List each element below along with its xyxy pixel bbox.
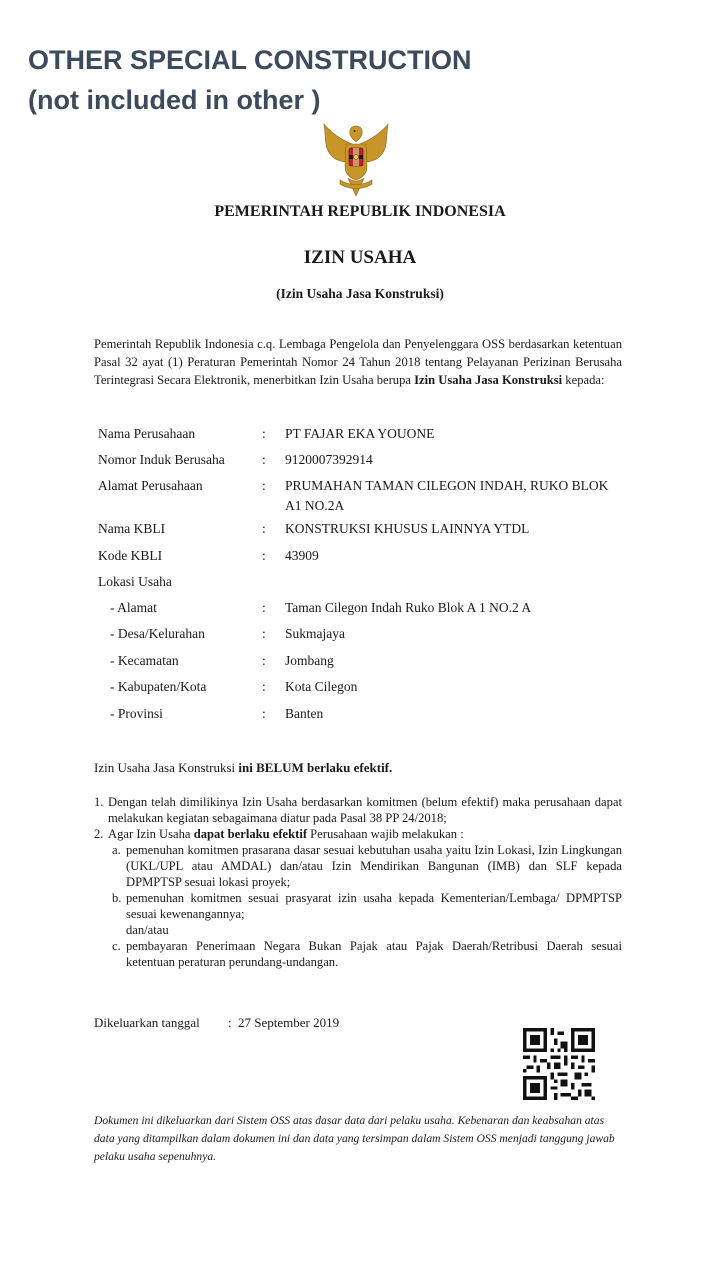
field-label: Alamat Perusahaan [98, 478, 203, 493]
field-colon: : [262, 426, 266, 441]
status-text: Izin Usaha Jasa Konstruksi [94, 760, 239, 775]
qr-code-icon [523, 1028, 595, 1100]
condition-2-bold: dapat berlaku efektif [193, 827, 308, 841]
field-value: Sukmajaya [285, 626, 345, 641]
conditions-list [94, 794, 622, 970]
field-colon: : [262, 521, 266, 536]
field-colon: : [262, 452, 266, 467]
field-colon: : [262, 478, 266, 493]
sub-condition-text: pemenuhan komitmen prasarana dasar sesuai kebutuhan usaha yaitu Izin Lokasi, Izin Lingkungan (UKL/UPL atau AMDAL) dan/atau Izin Mendirikan Bangunan (IMB) dan SLF kepada DPMPTSP sesuai lokasi proyek; [126, 843, 622, 889]
field-label: Lokasi Usaha [98, 574, 172, 589]
issued-label: Dikeluarkan tanggal [94, 1015, 200, 1030]
field-colon: : [262, 653, 266, 668]
field-label: Nama KBLI [98, 521, 166, 536]
government-heading: PEMERINTAH REPUBLIK INDONESIA [214, 203, 506, 220]
sub-condition-letter: c. [112, 939, 121, 953]
intro-text: Pemerintah Republik Indonesia c.q. Lembaga Pengelola dan Penyelenggara OSS berdasarkan ketentuan Pasal 32 ayat (1) Peraturan Pemerintah Nomor 24 Tahun 2018 tentang Pelayanan Perizinan Berusaha Terintegrasi Secara Elektronik, menerbitkan Izin Usaha berupa [94, 337, 622, 387]
garuda-emblem-icon [320, 122, 392, 198]
field-value: PRUMAHAN TAMAN CILEGON INDAH, RUKO BLOK A1 NO.2A [285, 478, 609, 513]
field-value: Banten [285, 706, 324, 721]
condition-2-end: Perusahaan wajib melakukan : [307, 827, 464, 841]
footer-disclaimer: Dokumen ini dikeluarkan dari Sistem OSS atas dasar data dari pelaku usaha. Kebenaran dan keabsahan atas data yang ditampilkan dalam dokumen ini dan data yang tersimpan dalam Sistem OSS menjadi tanggung jawab pelaku usaha sepenuhnya. [94, 1114, 615, 1163]
condition-number: 1. [94, 795, 104, 809]
field-label: - Kabupaten/Kota [110, 679, 207, 694]
field-label: - Provinsi [110, 706, 163, 721]
status-bold: ini BELUM berlaku efektif. [238, 760, 393, 775]
field-colon: : [262, 679, 266, 694]
validity-status [94, 760, 392, 776]
field-label: - Kecamatan [110, 653, 179, 668]
condition-text: Dengan telah dimilikinya Izin Usaha berdasarkan komitmen (belum efektif) maka perusahaan dapat melakukan kegiatan sebagaimana diatur pada Pasal 38 PP 24/2018; [108, 795, 622, 825]
field-value: Kota Cilegon [285, 679, 358, 694]
field-colon: : [262, 548, 266, 563]
field-label: Nama Perusahaan [98, 426, 196, 441]
intro-paragraph [94, 335, 622, 389]
issued-colon: : [228, 1015, 232, 1030]
issued-date-line [94, 1015, 340, 1031]
field-value: Taman Cilegon Indah Ruko Blok A 1 NO.2 A [285, 600, 532, 615]
intro-end: kepada: [562, 373, 605, 387]
condition-2a [112, 842, 622, 890]
field-label: - Desa/Kelurahan [110, 626, 205, 641]
header-title-line1: OTHER SPECIAL CONSTRUCTION [28, 45, 472, 75]
field-value: 43909 [285, 548, 319, 563]
field-value: Jombang [285, 653, 334, 668]
condition-text [108, 826, 622, 842]
field-label: Kode KBLI [98, 548, 163, 563]
sub-condition-extra: dan/atau [126, 923, 169, 937]
condition-2-text: Agar Izin Usaha [108, 827, 194, 841]
condition-2b [112, 890, 622, 938]
field-colon: : [262, 706, 266, 721]
condition-number: 2. [94, 827, 104, 841]
sub-condition-text: pembayaran Penerimaan Negara Bukan Pajak atau Pajak Daerah/Retribusi Daerah sesuai ketentuan peraturan perundang-undangan. [126, 939, 622, 969]
document-title: IZIN USAHA [303, 247, 417, 268]
field-value: PT FAJAR EKA YOUONE [285, 426, 435, 441]
field-colon: : [262, 626, 266, 641]
field-label: Nomor Induk Berusaha [98, 452, 225, 467]
page-header [28, 40, 708, 120]
header-title-line2: (not included in other ) [28, 85, 321, 115]
document-subtitle: (Izin Usaha Jasa Konstruksi) [276, 286, 444, 301]
issued-date: 27 September 2019 [238, 1015, 340, 1030]
condition-2 [94, 826, 622, 842]
field-label: - Alamat [110, 600, 157, 615]
sub-condition-letter: b. [112, 891, 122, 905]
field-colon: : [262, 600, 266, 615]
field-value: KONSTRUKSI KHUSUS LAINNYA YTDL [285, 521, 530, 536]
condition-1 [94, 794, 622, 826]
condition-2c [112, 938, 622, 970]
intro-bold: Izin Usaha Jasa Konstruksi [414, 373, 563, 387]
sub-condition-letter: a. [112, 843, 121, 857]
sub-condition-text: pemenuhan komitmen sesuai prasyarat izin usaha kepada Kementerian/Lembaga/ DPMPTSP sesuai kewenangannya; [126, 891, 622, 921]
field-value: 9120007392914 [285, 452, 373, 467]
